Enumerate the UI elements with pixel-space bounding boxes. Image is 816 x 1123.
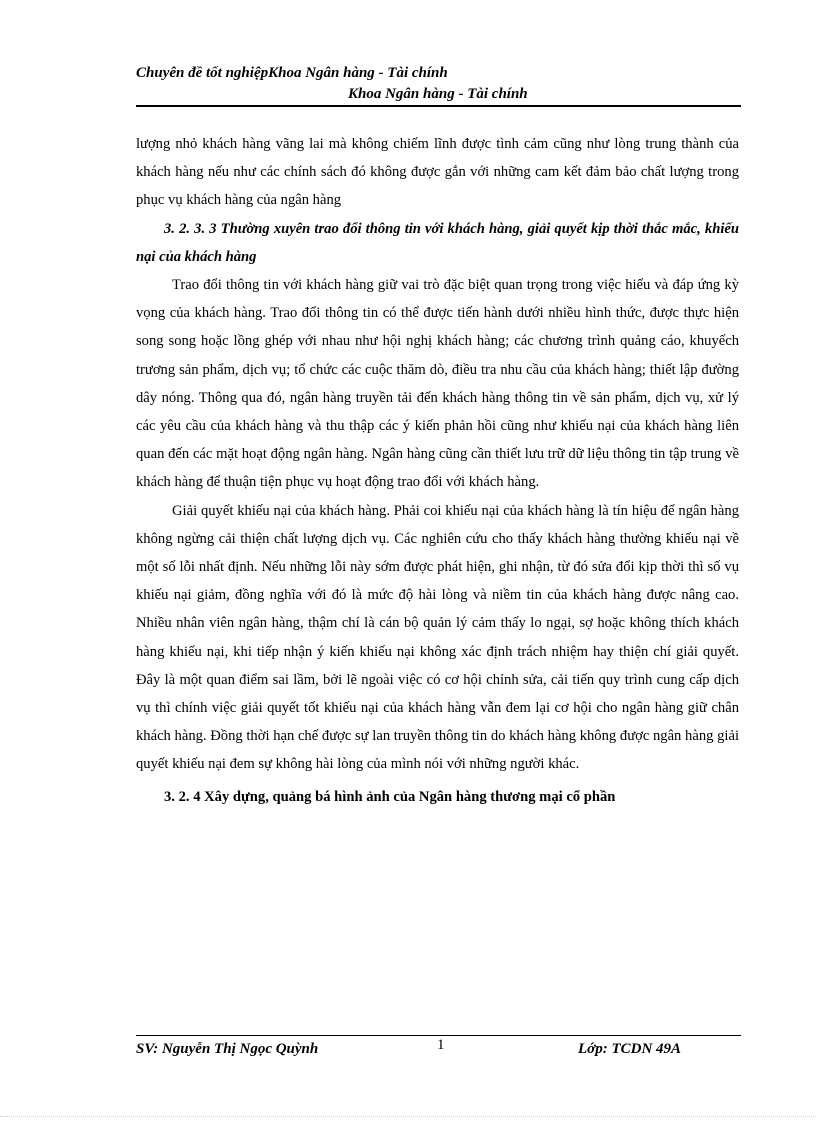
footer-divider bbox=[136, 1035, 741, 1036]
page-boundary bbox=[0, 1116, 816, 1117]
header-divider bbox=[136, 105, 741, 107]
footer-class: Lớp: TCDN 49A bbox=[578, 1041, 682, 1057]
subsection-heading: 3. 2. 3. 3 Thường xuyên trao đổi thông tin với khách hàng, giải quyết kịp thời thắc mắc, khiếu nại của khách hàng bbox=[136, 220, 739, 265]
section-heading: 3. 2. 4 Xây dựng, quảng bá hình ảnh của Ngân hàng thương mại cổ phần bbox=[164, 788, 616, 805]
document-body bbox=[136, 130, 739, 811]
footer-student-name: SV: Nguyễn Thị Ngọc Quỳnh bbox=[136, 1041, 319, 1057]
body-paragraph: Giải quyết khiếu nại của khách hàng. Phải coi khiếu nại của khách hàng là tín hiệu để ngân hàng không ngừng cải thiện chất lượng dịch vụ. Các nghiên cứu cho thấy khách hàng thường khiếu nại về một số lỗi nhất định. Nếu những lỗi này sớm được phát hiện, ghi nhận, từ đó sửa đổi kịp thời thì số vụ khiếu nại giảm, đồng nghĩa với đó là mức độ hài lòng và niềm tin của khách hàng được nâng cao. Nhiều nhân viên ngân hàng, thậm chí là cán bộ quản lý cảm thấy lo ngại, sợ hoặc không thích khách hàng khiếu nại, khi tiếp nhận ý kiến khiếu nại không xác định trách nhiệm hay thiện chí giải quyết. Đây là một quan điểm sai lầm, bởi lẽ ngoài việc có cơ hội chỉnh sửa, cải tiến quy trình cung cấp dịch vụ thì chính việc giải quyết tốt khiếu nại của khách hàng vẫn đem lại cơ hội cho ngân hàng giữ chân khách hàng. Đồng thời hạn chế được sự lan truyền thông tin do khách hàng không được ngân hàng giải quyết khiếu nại đem sự không hài lòng của mình nói với những người khác. bbox=[136, 502, 739, 773]
body-paragraph: Trao đổi thông tin với khách hàng giữ vai trò đặc biệt quan trọng trong việc hiểu và đáp ứng kỳ vọng của khách hàng. Trao đổi thông tin có thể được tiến hành dưới nhiều hình thức, được thực hiện song song hoặc lồng ghép với nhau như hội nghị khách hàng; các chương trình quảng cáo, khuyếch trương sản phẩm, dịch vụ; tổ chức các cuộc thăm dò, điều tra nhu cầu của khách hàng; thiết lập đường dây nóng. Thông qua đó, ngân hàng truyền tải đến khách hàng thông tin về sản phẩm, dịch vụ, xử lý các yêu cầu của khách hàng và thu thập các ý kiến phản hồi cũng như khiếu nại của khách hàng liên quan đến các mặt hoạt động ngân hàng. Ngân hàng cũng cần thiết lưu trữ dữ liệu thông tin tập trung về khách hàng để thuận tiện phục vụ hoạt động trao đổi với khách hàng. bbox=[136, 277, 739, 491]
page-number: 1 bbox=[437, 1037, 445, 1053]
header-title-line2: Khoa Ngân hàng - Tài chính bbox=[348, 86, 528, 102]
header-title-line1: Chuyên đề tốt nghiệpKhoa Ngân hàng - Tài chính bbox=[136, 65, 448, 81]
body-paragraph: lượng nhỏ khách hàng vãng lai mà không chiếm lĩnh được tình cảm cũng như lòng trung thành của khách hàng nếu như các chính sách đó không được gắn với những cam kết đảm bảo chất lượng trong phục vụ khách hàng của ngân hàng bbox=[136, 136, 739, 209]
